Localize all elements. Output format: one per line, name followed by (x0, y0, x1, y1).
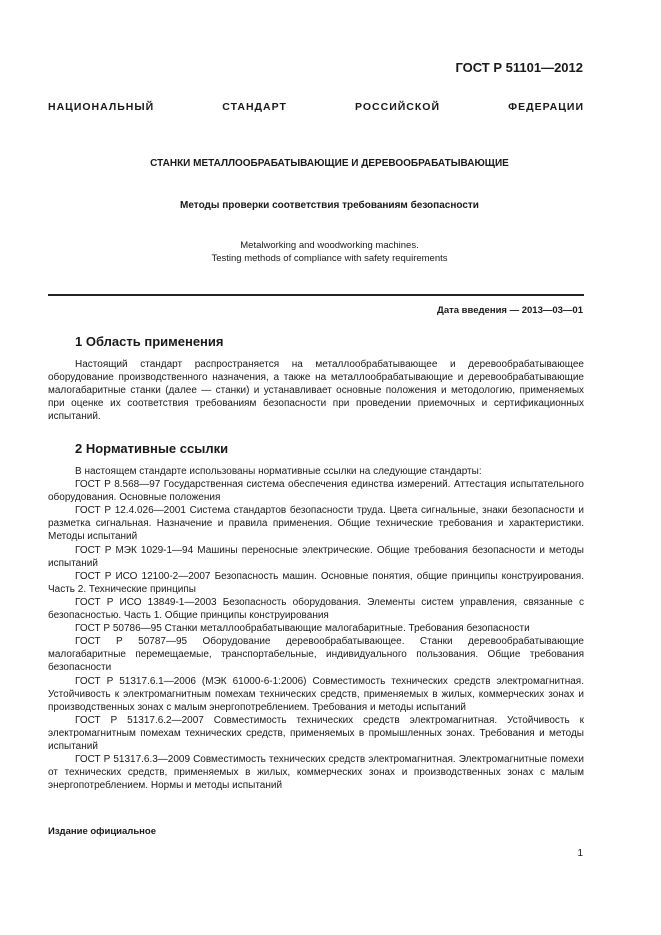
reference-item: ГОСТ Р ИСО 12100-2—2007 Безопасность машин. Основные понятия, общие принципы конструирования. Часть 2. Технические принципы (48, 570, 584, 595)
document-code: ГОСТ Р 51101—2012 (455, 60, 583, 75)
english-title-line-2: Testing methods of compliance with safety requirements (211, 253, 448, 264)
reference-item: ГОСТ Р 51317.6.2—2007 Совместимость технических средств электромагнитная. Устойчивость к электромагнитным помехам технических средств, применяемых в промышленных зонах. Требования и методы испытаний (48, 714, 584, 752)
document-subtitle: Методы проверки соответствия требованиям безопасности (180, 200, 479, 211)
reference-item: ГОСТ Р 12.4.026—2001 Система стандартов безопасности труда. Цвета сигнальные, знаки безопасности и разметка сигнальная. Назначение и правила применения. Общие технические требования и характеристики. Методы испытаний (48, 505, 584, 543)
reference-item: В настоящем стандарте использованы нормативные ссылки на следующие стандарты: (75, 466, 482, 477)
paragraph (48, 358, 584, 423)
national-standard-banner: НАЦИОНАЛЬНЫЙ СТАНДАРТ РОССИЙСКОЙ ФЕДЕРАЦИИ (48, 101, 584, 113)
official-edition-label: Издание официальное (48, 826, 156, 837)
section-2-references (48, 465, 584, 792)
paragraph-text: Настоящий стандарт распространяется на металлообрабатывающее и деревообрабатывающее оборудование производственного назначения, а также на металлообрабатывающие и деревообрабатывающие малогабаритные станки (далее — станки) и устанавливает основные положения и методологию, применяемых при оценке их соответствия требованиям безопасности при проведении приемочных и сертификационных испытаний. (48, 359, 584, 423)
section-1-text (48, 358, 584, 423)
introduction-date: Дата введения — 2013—03—01 (437, 305, 583, 316)
english-title-line-1: Metalworking and woodworking machines. (240, 240, 419, 251)
section-1-heading: 1 Область применения (75, 334, 224, 349)
page-number: 1 (577, 848, 583, 859)
reference-item: ГОСТ Р 51317.6.1—2006 (МЭК 61000-6-1:2006) Совместимость технических средств электромагнитная. Устойчивость к электромагнитным помехам технических средств, применяемых в жилых, коммерческих зонах и производственных зонах с малым энергопотреблением. Требования и методы испытаний (48, 675, 584, 713)
reference-item: ГОСТ Р 51317.6.3—2009 Совместимость технических средств электромагнитная. Электромагнитные помехи от технических средств, применяемых в жилых, коммерческих зонах и производственных зонах с малым энергопотреблением. Нормы и методы испытаний (48, 754, 584, 792)
reference-item: ГОСТ Р 50786—95 Станки металлообрабатывающие малогабаритные. Требования безопасности (75, 623, 530, 635)
reference-item: ГОСТ Р ИСО 13849-1—2003 Безопасность оборудования. Элементы систем управления, связанные с безопасностью. Часть 1. Общие принципы конструирования (48, 596, 584, 622)
reference-item: ГОСТ Р МЭК 1029-1—94 Машины переносные электрические. Общие требования безопасности и методы испытаний (48, 544, 584, 569)
document-title: СТАНКИ МЕТАЛЛООБРАБАТЫВАЮЩИЕ И ДЕРЕВООБРАБАТЫВАЮЩИЕ (150, 158, 509, 169)
section-2-heading: 2 Нормативные ссылки (75, 441, 229, 456)
reference-item: ГОСТ Р 8.568—97 Государственная система обеспечения единства измерений. Аттестация испытательного оборудования. Основные положения (48, 479, 584, 504)
reference-item: ГОСТ Р 50787—95 Оборудование деревообрабатывающее. Станки деревообрабатывающие малогабаритные перемещаемые, транспортабельные, индивидуального пользования. Общие требования безопасности (48, 636, 584, 674)
title-divider (48, 294, 584, 296)
english-title (48, 239, 611, 265)
